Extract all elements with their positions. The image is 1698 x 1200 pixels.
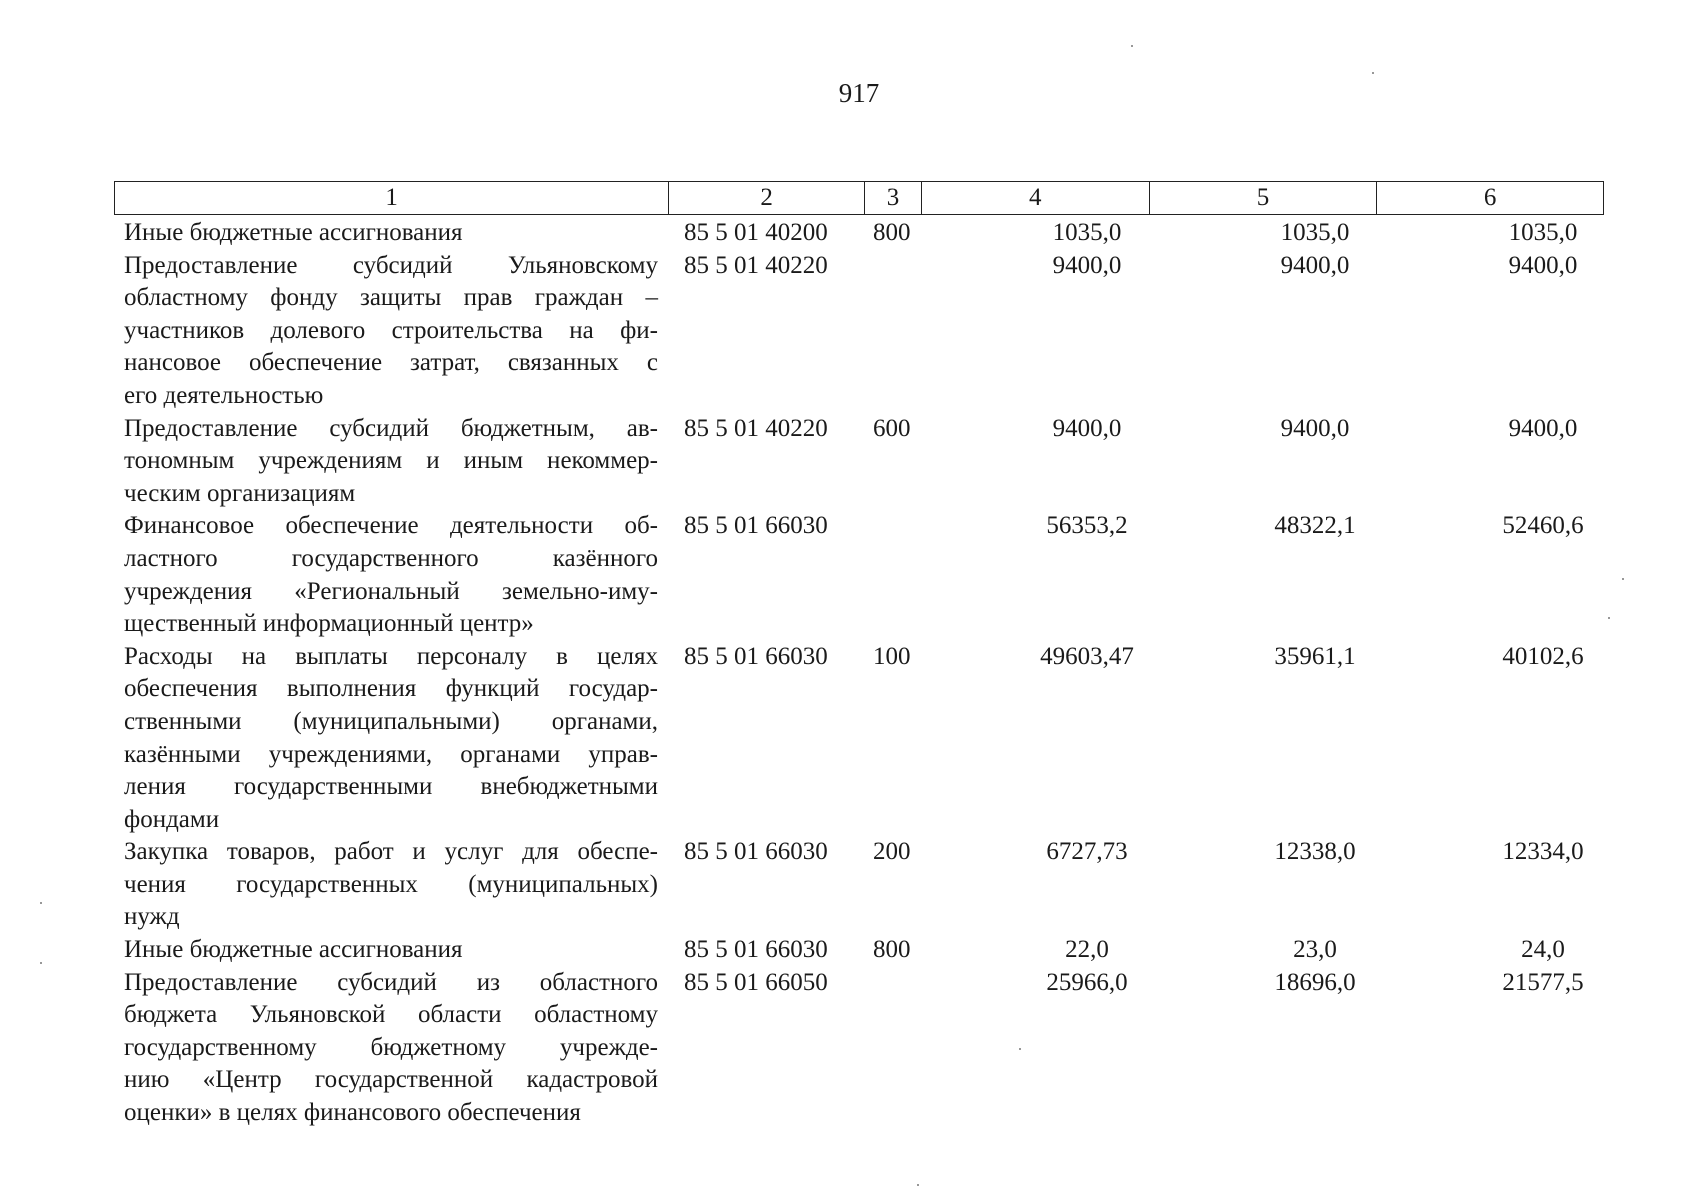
description-line: щественный информационный центр» bbox=[124, 610, 534, 638]
description-line: Финансовое обеспечение деятельности об- bbox=[124, 512, 658, 540]
table-header-row bbox=[114, 181, 1604, 215]
value-col-6: 21577,5 bbox=[1502, 968, 1584, 996]
table-row bbox=[124, 836, 1584, 934]
table-row bbox=[124, 217, 1578, 250]
budget-code: 85 5 01 40200 bbox=[684, 219, 828, 246]
row-description bbox=[124, 413, 658, 511]
table-row bbox=[124, 510, 1584, 640]
row-description bbox=[124, 967, 658, 1130]
expense-type-code: 600 bbox=[873, 414, 911, 442]
table-row bbox=[124, 967, 1584, 1130]
column-header-4: 4 bbox=[922, 182, 1150, 214]
description-line: участников долевого строительства на фи- bbox=[124, 316, 658, 344]
description-line: Предоставление субсидий бюджетным, ав- bbox=[124, 414, 658, 442]
description-line: ления государственными внебюджетными bbox=[124, 773, 658, 801]
description-line: чения государственных (муниципальных) bbox=[124, 870, 658, 898]
value-col-5: 9400,0 bbox=[1280, 414, 1350, 442]
row-description bbox=[124, 510, 658, 640]
scan-speck bbox=[917, 1184, 919, 1186]
row-description bbox=[124, 934, 658, 967]
budget-code: 85 5 01 66030 bbox=[684, 512, 828, 540]
description-line: учреждения «Региональный земельно-иму- bbox=[124, 577, 658, 605]
description-line: Предоставление субсидий Ульяновскому bbox=[124, 251, 658, 279]
row-description bbox=[124, 217, 658, 250]
expense-type-code: 200 bbox=[873, 838, 911, 866]
row-description bbox=[124, 641, 658, 837]
value-col-4: 56353,2 bbox=[1046, 512, 1128, 540]
expense-type-code: 100 bbox=[873, 642, 911, 670]
description-line: государственному бюджетному учрежде- bbox=[124, 1033, 658, 1061]
value-col-6: 24,0 bbox=[1521, 936, 1565, 964]
scan-speck bbox=[40, 902, 42, 904]
value-col-4: 25966,0 bbox=[1046, 968, 1128, 996]
value-col-5: 9400,0 bbox=[1280, 251, 1350, 279]
column-header-3: 3 bbox=[865, 182, 922, 214]
budget-code: 85 5 01 66030 bbox=[684, 642, 828, 670]
scan-speck bbox=[1131, 45, 1133, 47]
description-line: тономным учреждениям и иным некоммер- bbox=[124, 447, 658, 475]
row-description bbox=[124, 250, 658, 413]
table-row bbox=[124, 934, 1565, 967]
description-line: казёнными учреждениями, органами управ- bbox=[124, 740, 658, 768]
scan-speck bbox=[1019, 1048, 1021, 1050]
description-line: ческим организациям bbox=[124, 479, 356, 507]
scan-speck bbox=[1608, 617, 1610, 619]
description-line: ственными (муниципальными) органами, bbox=[124, 707, 658, 735]
scan-speck bbox=[40, 962, 42, 964]
row-description bbox=[124, 836, 658, 934]
description-line: бюджета Ульяновской области областному bbox=[124, 1001, 658, 1029]
description-line: нансовое обеспечение затрат, связанных с bbox=[124, 349, 658, 377]
value-col-6: 9400,0 bbox=[1508, 251, 1578, 279]
value-col-4: 6727,73 bbox=[1046, 838, 1128, 866]
value-col-4: 49603,47 bbox=[1040, 642, 1134, 670]
scan-speck bbox=[1372, 72, 1374, 74]
table-row bbox=[124, 641, 1584, 837]
description-line: фондами bbox=[124, 805, 220, 833]
value-col-4: 22,0 bbox=[1065, 936, 1109, 964]
budget-code: 85 5 01 40220 bbox=[684, 251, 828, 279]
value-col-5: 35961,1 bbox=[1274, 642, 1356, 670]
description-line: оценки» в целях финансового обеспечения bbox=[124, 1099, 581, 1127]
description-line: нужд bbox=[124, 903, 180, 931]
description-line: Иные бюджетные ассигнования bbox=[124, 936, 463, 964]
column-header-5: 5 bbox=[1150, 182, 1378, 214]
value-col-6: 1035,0 bbox=[1508, 219, 1578, 246]
description-line: обеспечения выполнения функций государ- bbox=[124, 675, 658, 703]
value-col-5: 12338,0 bbox=[1274, 838, 1356, 866]
page-number: 917 bbox=[838, 78, 880, 108]
expense-type-code: 800 bbox=[873, 219, 911, 246]
description-line: Расходы на выплаты персоналу в целях bbox=[124, 642, 658, 670]
value-col-4: 9400,0 bbox=[1052, 251, 1122, 279]
budget-code: 85 5 01 66030 bbox=[684, 936, 828, 964]
description-line: ластного государственного казённого bbox=[124, 544, 658, 572]
description-line: Закупка товаров, работ и услуг для обеспе- bbox=[124, 838, 658, 866]
description-line: Предоставление субсидий из областного bbox=[124, 968, 658, 996]
column-header-2: 2 bbox=[669, 182, 865, 214]
value-col-4: 9400,0 bbox=[1052, 414, 1122, 442]
table-row bbox=[124, 413, 1578, 511]
description-line: областному фонду защиты прав граждан – bbox=[124, 284, 658, 312]
description-line: нию «Центр государственной кадастровой bbox=[124, 1066, 658, 1094]
value-col-4: 1035,0 bbox=[1052, 219, 1122, 246]
column-header-6: 6 bbox=[1483, 184, 1497, 211]
value-col-6: 12334,0 bbox=[1502, 838, 1584, 866]
budget-table-body bbox=[124, 217, 1584, 1130]
value-col-5: 18696,0 bbox=[1274, 968, 1356, 996]
value-col-6: 52460,6 bbox=[1502, 512, 1584, 540]
value-col-6: 9400,0 bbox=[1508, 414, 1578, 442]
table-row bbox=[124, 250, 1578, 413]
description-line: его деятельностью bbox=[124, 381, 324, 409]
value-col-6: 40102,6 bbox=[1502, 642, 1584, 670]
expense-type-code: 800 bbox=[873, 936, 911, 964]
budget-code: 85 5 01 40220 bbox=[684, 414, 828, 442]
budget-code: 85 5 01 66030 bbox=[684, 838, 828, 866]
value-col-5: 1035,0 bbox=[1280, 219, 1350, 246]
value-col-5: 48322,1 bbox=[1274, 512, 1356, 540]
budget-code: 85 5 01 66050 bbox=[684, 968, 828, 996]
scan-speck bbox=[1622, 578, 1624, 580]
column-header-1: 1 bbox=[115, 182, 669, 214]
value-col-5: 23,0 bbox=[1293, 936, 1337, 964]
description-line: Иные бюджетные ассигнования bbox=[124, 219, 463, 246]
